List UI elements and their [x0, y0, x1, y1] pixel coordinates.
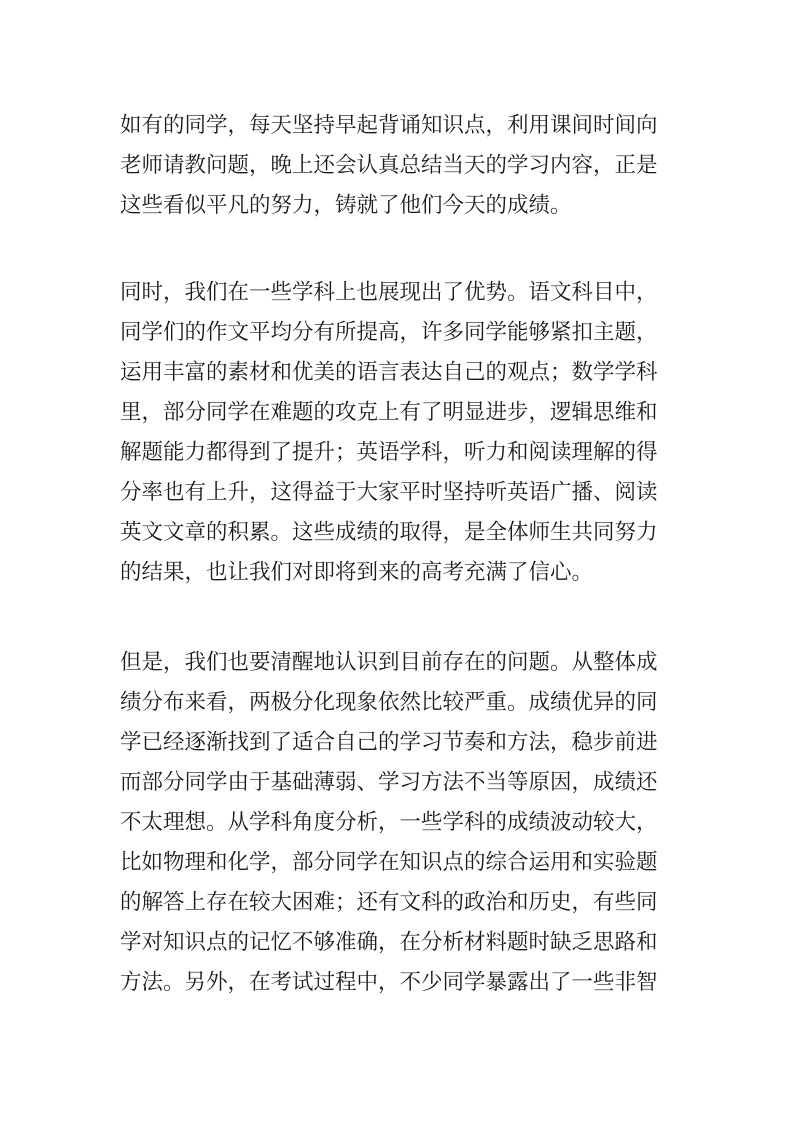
- paragraph-3-line-5: 不太理想。从学科角度分析，一些学科的成绩波动较大，: [120, 810, 658, 835]
- paragraph-1-line-2: 老师请教问题，晚上还会认真总结当天的学习内容，正是: [120, 153, 658, 178]
- paragraph-1-line-1: 如有的同学，每天坚持早起背诵知识点，利用课间时间向: [120, 113, 658, 138]
- paragraph-2-line-6: 分率也有上升，这得益于大家平时坚持听英语广播、阅读: [120, 480, 658, 505]
- paragraph-2-line-1: 同时，我们在一些学科上也展现出了优势。语文科目中，: [120, 280, 658, 305]
- paragraph-2-line-7: 英文文章的积累。这些成绩的取得，是全体师生共同努力: [120, 520, 658, 545]
- paragraph-3-line-1: 但是，我们也要清醒地认识到目前存在的问题。从整体成: [120, 650, 658, 675]
- paragraph-3-line-3: 学已经逐渐找到了适合自己的学习节奏和方法，稳步前进: [120, 730, 658, 755]
- paragraph-3-line-6: 比如物理和化学，部分同学在知识点的综合运用和实验题: [120, 850, 658, 875]
- paragraph-2-line-8: 的结果，也让我们对即将到来的高考充满了信心。: [120, 560, 594, 585]
- paragraph-2-line-5: 解题能力都得到了提升；英语学科，听力和阅读理解的得: [120, 440, 658, 465]
- paragraph-2-line-3: 运用丰富的素材和优美的语言表达自己的观点；数学学科: [120, 360, 658, 385]
- paragraph-1-line-3: 这些看似平凡的努力，铸就了他们今天的成绩。: [120, 193, 572, 218]
- paragraph-3-line-4: 而部分同学由于基础薄弱、学习方法不当等原因，成绩还: [120, 770, 658, 795]
- paragraph-3-line-8: 学对知识点的记忆不够准确，在分析材料题时缺乏思路和: [120, 930, 658, 955]
- paragraph-3-line-9: 方法。另外，在考试过程中，不少同学暴露出了一些非智: [120, 970, 658, 995]
- paragraph-2-line-2: 同学们的作文平均分有所提高，许多同学能够紧扣主题，: [120, 320, 658, 345]
- paragraph-3-line-2: 绩分布来看，两极分化现象依然比较严重。成绩优异的同: [120, 690, 658, 715]
- paragraph-2-line-4: 里，部分同学在难题的攻克上有了明显进步，逻辑思维和: [120, 400, 658, 425]
- paragraph-3-line-7: 的解答上存在较大困难；还有文科的政治和历史，有些同: [120, 890, 658, 915]
